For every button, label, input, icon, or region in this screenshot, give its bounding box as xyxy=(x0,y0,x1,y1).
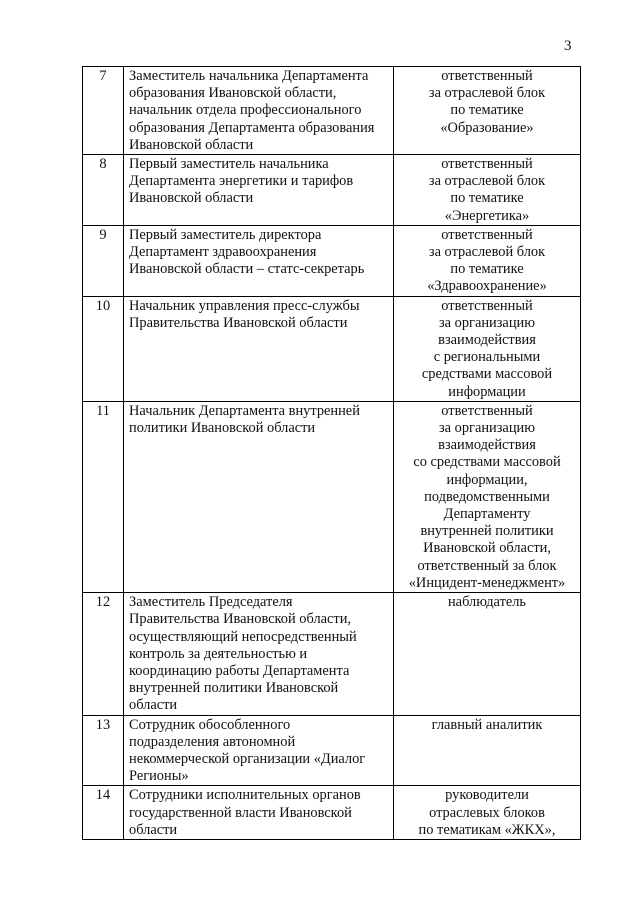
role-line: Департаменту xyxy=(443,506,531,523)
table-row xyxy=(83,155,581,226)
table-row xyxy=(83,593,581,715)
table-row xyxy=(83,715,581,786)
role-cell xyxy=(394,786,581,840)
role-line: Ивановской области, xyxy=(423,540,551,557)
role-line: главный аналитик xyxy=(431,716,543,733)
table-row xyxy=(83,67,581,155)
role-line: с региональными xyxy=(433,349,541,366)
position-name-line: государственной власти Ивановской xyxy=(129,804,352,821)
role-line: ответственный xyxy=(441,226,533,243)
position-name-line: Ивановской области xyxy=(129,136,254,153)
page-number: 3 xyxy=(564,38,572,54)
position-name-cell xyxy=(124,67,394,155)
table-row xyxy=(83,296,581,401)
role-cell xyxy=(394,715,581,786)
row-number: 8 xyxy=(83,155,124,226)
position-name-line: Сотрудники исполнительных органов xyxy=(129,787,361,804)
position-name-line: внутренней политики Ивановской xyxy=(129,680,339,697)
role-cell xyxy=(394,225,581,296)
role-line: «Образование» xyxy=(440,119,534,136)
table-row xyxy=(83,401,581,592)
position-name-line: Департамента энергетики и тарифов xyxy=(129,173,354,190)
role-line: внутренней политики xyxy=(420,523,554,540)
role-cell xyxy=(394,401,581,592)
position-name-line: осуществляющий непосредственный xyxy=(129,628,357,645)
role-line: по тематике xyxy=(450,261,524,278)
position-name-line: подразделения автономной xyxy=(129,733,296,750)
position-name-line: Сотрудник обособленного xyxy=(129,716,291,733)
role-line: средствами массовой xyxy=(421,366,553,383)
row-number: 11 xyxy=(83,401,124,592)
row-number: 14 xyxy=(83,786,124,840)
role-line: взаимодействия xyxy=(438,332,536,349)
position-name-line: Правительства Ивановской области, xyxy=(129,611,351,628)
role-line: за отраслевой блок xyxy=(428,244,546,261)
role-cell xyxy=(394,155,581,226)
role-line: «Здравоохранение» xyxy=(427,278,547,295)
position-name-line: Заместитель начальника Департамента xyxy=(129,68,369,84)
role-line: ответственный xyxy=(441,156,533,173)
position-name-line: некоммерческой организации «Диалог xyxy=(129,750,366,767)
role-cell xyxy=(394,67,581,155)
position-name-line: начальник отдела профессионального xyxy=(129,102,362,119)
role-line: взаимодействия xyxy=(438,437,536,454)
row-number: 9 xyxy=(83,225,124,296)
role-line: ответственный за блок xyxy=(417,557,557,574)
position-name-line: Начальник Департамента внутренней xyxy=(129,402,360,419)
position-name-line: Начальник управления пресс-службы xyxy=(129,297,360,314)
position-name-line: Департамент здравоохранения xyxy=(129,244,317,261)
role-line: отраслевых блоков xyxy=(429,804,545,821)
position-name-line: Правительства Ивановской области xyxy=(129,314,348,331)
role-line: наблюдатель xyxy=(447,594,526,611)
row-number: 12 xyxy=(83,593,124,715)
position-name-line: Заместитель Председателя xyxy=(129,594,293,611)
responsibility-table xyxy=(82,66,581,840)
role-line: «Энергетика» xyxy=(444,207,530,224)
role-line: ответственный xyxy=(441,297,533,314)
role-line: информации, xyxy=(446,471,528,488)
position-name-line: Первый заместитель директора xyxy=(129,226,322,243)
row-number: 10 xyxy=(83,296,124,401)
position-name-line: Регионы» xyxy=(129,768,189,785)
position-name-cell xyxy=(124,401,394,592)
position-name-cell xyxy=(124,225,394,296)
role-line: по тематике xyxy=(450,102,524,119)
role-line: за отраслевой блок xyxy=(428,85,546,102)
role-line: информации xyxy=(448,383,526,400)
table-body xyxy=(83,67,581,840)
table-row xyxy=(83,786,581,840)
role-line: за отраслевой блок xyxy=(428,173,546,190)
position-name-line: контроль за деятельностью и xyxy=(129,645,308,662)
role-line: руководители xyxy=(445,787,529,804)
role-line: ответственный xyxy=(441,402,533,419)
position-name-line: образования Ивановской области, xyxy=(129,85,337,102)
role-line: по тематикам «ЖКХ», xyxy=(418,821,556,838)
role-line: «Инцидент-менеджмент» xyxy=(408,574,566,591)
role-line: ответственный xyxy=(441,68,533,84)
position-name-line: координацию работы Департамента xyxy=(129,662,350,679)
position-name-line: Ивановской области – статс-секретарь xyxy=(129,261,365,278)
role-cell xyxy=(394,593,581,715)
table-row xyxy=(83,225,581,296)
role-line: со средствами массовой xyxy=(413,454,561,471)
position-name-cell xyxy=(124,715,394,786)
row-number: 13 xyxy=(83,715,124,786)
role-line: по тематике xyxy=(450,190,524,207)
position-name-cell xyxy=(124,593,394,715)
position-name-cell xyxy=(124,786,394,840)
position-name-cell xyxy=(124,296,394,401)
row-number: 7 xyxy=(83,67,124,155)
position-name-line: области xyxy=(129,821,178,838)
role-line: за организацию xyxy=(439,420,535,437)
position-name-line: Первый заместитель начальника xyxy=(129,156,329,173)
position-name-line: образования Департамента образования xyxy=(129,119,375,136)
position-name-line: области xyxy=(129,697,178,714)
position-name-line: политики Ивановской области xyxy=(129,420,316,437)
role-cell xyxy=(394,296,581,401)
position-name-line: Ивановской области xyxy=(129,190,254,207)
role-line: за организацию xyxy=(439,314,535,331)
role-line: подведомственными xyxy=(424,488,550,505)
position-name-cell xyxy=(124,155,394,226)
